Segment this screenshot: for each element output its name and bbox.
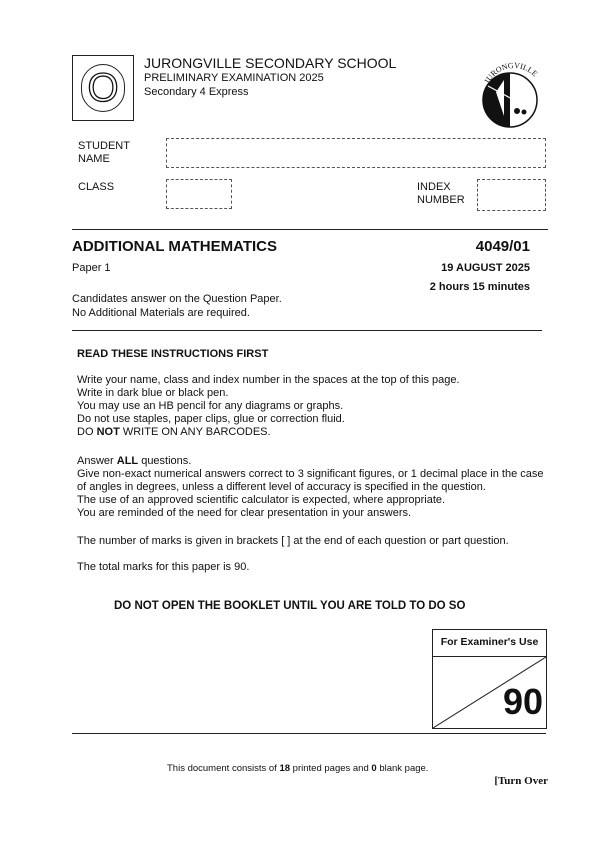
instruction-line: of angles in degrees, unless a different level of accuracy is specified in the question.	[77, 481, 486, 493]
instruction-line: Write in dark blue or black pen.	[77, 387, 229, 399]
school-name: JURONGVILLE SECONDARY SCHOOL	[144, 55, 397, 71]
student-name-label: STUDENT NAME	[78, 140, 130, 165]
exam-duration: 2 hours 15 minutes	[429, 281, 530, 293]
class-field[interactable]	[166, 179, 232, 209]
instruction-line: Do not use staples, paper clips, glue or correction fluid.	[77, 413, 345, 425]
student-name-field[interactable]	[166, 138, 546, 168]
instruction-line: The use of an approved scientific calculator is expected, where appropriate.	[77, 494, 446, 506]
school-crest-logo	[474, 56, 554, 136]
instructions-heading: READ THESE INSTRUCTIONS FIRST	[77, 348, 269, 360]
examiners-use-label: For Examiner's Use	[433, 630, 546, 657]
paper-number: Paper 1	[72, 262, 111, 274]
level-box	[72, 55, 134, 121]
divider-middle	[72, 330, 542, 331]
index-number-label: INDEX NUMBER	[417, 181, 465, 206]
do-not-open-warning: DO NOT OPEN THE BOOKLET UNTIL YOU ARE TOLD TO DO SO	[114, 600, 466, 612]
total-marks-note: The total marks for this paper is 90.	[77, 561, 250, 573]
total-marks: 90	[502, 681, 543, 722]
instruction-line: Give non-exact numerical answers correct to 3 significant figures, or 1 decimal place in the case	[77, 468, 544, 480]
index-number-field[interactable]	[477, 179, 546, 211]
instruction-line: You are reminded of the need for clear presentation in your answers.	[77, 507, 412, 519]
turn-over-note: [Turn Over	[494, 775, 548, 787]
examiners-use-box	[432, 629, 547, 729]
level-letter: O	[87, 66, 119, 110]
paper-code: 4049/01	[475, 238, 530, 255]
instruction-line: You may use an HB pencil for any diagrams or graphs.	[77, 400, 344, 412]
materials-note: No Additional Materials are required.	[72, 307, 250, 319]
svg-text:JURONGVILLE: JURONGVILLE	[482, 60, 540, 86]
barcode-instruction: DO NOT WRITE ON ANY BARCODES.	[77, 426, 271, 438]
subject-title: ADDITIONAL MATHEMATICS	[72, 238, 277, 255]
answer-all-instruction: Answer ALL questions.	[77, 455, 192, 467]
divider-top	[72, 229, 548, 230]
exam-name: PRELIMINARY EXAMINATION 2025	[144, 72, 324, 84]
instruction-line: Write your name, class and index number in the spaces at the top of this page.	[77, 374, 460, 386]
divider-bottom	[72, 733, 546, 734]
class-label: CLASS	[78, 181, 115, 193]
instructions-block-2	[77, 455, 544, 520]
class-level: Secondary 4 Express	[144, 86, 249, 98]
exam-date: 19 AUGUST 2025	[441, 262, 530, 274]
page-count-note: This document consists of 18 printed pages and 0 blank page.	[167, 763, 429, 774]
instructions-block-1	[77, 374, 460, 439]
marks-note: The number of marks is given in brackets [ ] at the end of each question or part question.	[77, 535, 509, 547]
answer-note: Candidates answer on the Question Paper.	[72, 293, 282, 305]
level-badge	[81, 64, 125, 112]
